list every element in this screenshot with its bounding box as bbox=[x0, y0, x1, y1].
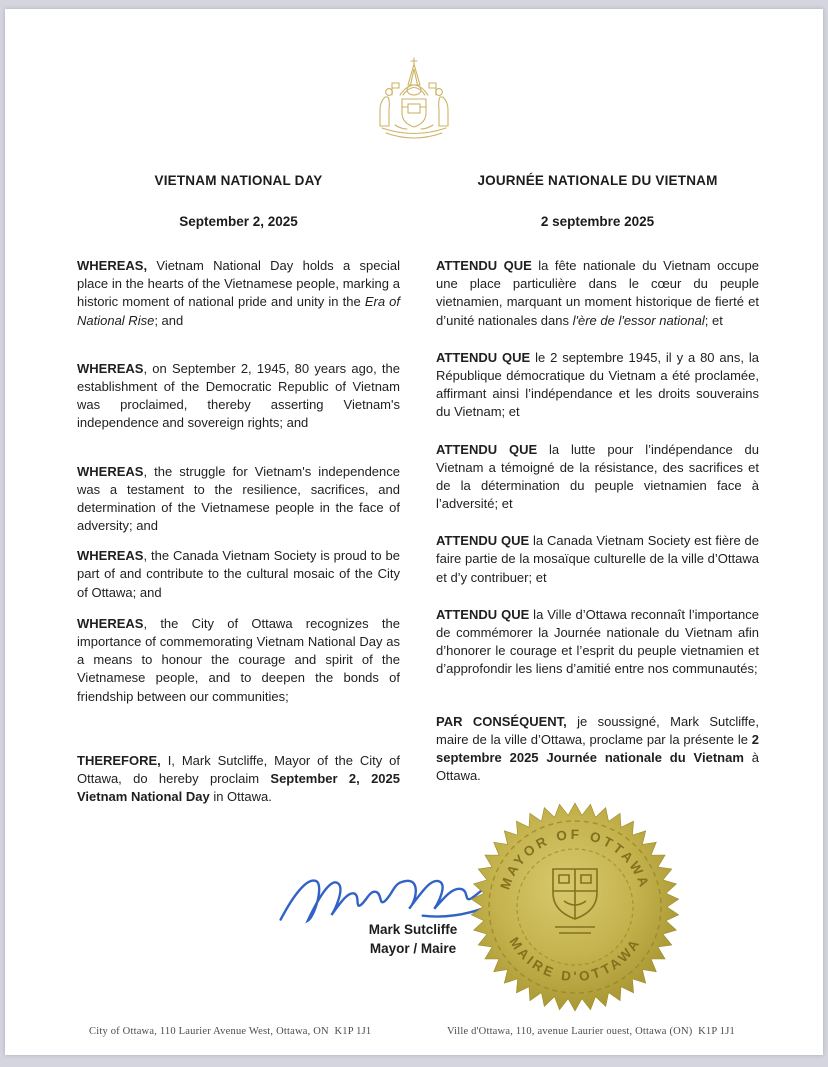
text-segment: la fête nationale du Vietnam occupe une place particulière dans le cœur du peuple vietnamien, marquant un moment historique de fierté et d’unité nationales dans bbox=[436, 258, 759, 328]
proclamation-paragraph bbox=[436, 713, 759, 786]
text-segment: WHEREAS, bbox=[77, 258, 148, 273]
title-english: VIETNAM NATIONAL DAY bbox=[154, 173, 323, 188]
proclamation-paragraph bbox=[77, 752, 400, 807]
text-segment: ; et bbox=[704, 312, 723, 328]
text-segment: , the Canada Vietnam Society is proud to be part of and contribute to the cultural mosaic of the City of Ottawa; and bbox=[77, 548, 400, 600]
signatory-name: Mark Sutcliffe bbox=[368, 922, 458, 937]
proclamation-paragraph bbox=[77, 257, 400, 330]
english-column bbox=[77, 167, 400, 836]
text-segment: WHEREAS bbox=[77, 360, 144, 376]
text-segment: I, Mark Sutcliffe, Mayor of the City of Ottawa, do hereby proclaim bbox=[77, 752, 400, 786]
footer bbox=[5, 1026, 823, 1037]
proclamation-document bbox=[5, 9, 823, 1055]
proclamation-paragraph bbox=[77, 463, 400, 536]
proclamation-paragraph bbox=[436, 257, 759, 330]
text-segment: , the struggle for Vietnam's independence was a testament to the resilience, sacrifices, and determination of the Vietnamese people in the face of adversity; and bbox=[77, 463, 400, 534]
text-segment: PAR CONSÉQUENT, bbox=[436, 713, 567, 729]
proclamation-paragraph bbox=[436, 606, 759, 679]
text-segment: ATTENDU QUE bbox=[436, 258, 532, 273]
text-segment: WHEREAS bbox=[77, 463, 144, 479]
text-segment: ATTENDU QUE bbox=[436, 349, 531, 365]
text-segment: , on September 2, 1945, 80 years ago, the establishment of the Democratic Republic of Vietnam was proclaimed, thereby asserting Vietnam's independence and sovereign rights; and bbox=[77, 360, 400, 431]
title-french: JOURNÉE NATIONALE DU VIETNAM bbox=[477, 173, 718, 188]
text-segment: la lutte pour l’indépendance du Vietnam a témoigné de la résistance, des sacrifices et de la détermination du peuple vietnamien face à l’adversité; et bbox=[436, 441, 759, 512]
text-segment: je soussigné, Mark Sutcliffe, maire de la ville d’Ottawa, proclame par la présente le bbox=[436, 713, 759, 747]
seal-graphic bbox=[467, 799, 683, 1015]
text-segment: ; and bbox=[154, 312, 184, 328]
text-segment: la Ville d’Ottawa reconnaît l’importance de commémorer la Journée nationale du Vietnam afin d’honorer le courage et l’esprit du peuple vietnamien et d’approfondir les liens d’amitié entre nos communautés; bbox=[436, 606, 759, 677]
footer-address-french: Ville d'Ottawa, 110, avenue Laurier ouest, Ottawa (ON) K1P 1J1 bbox=[446, 1026, 735, 1037]
text-segment: Vietnam National Day holds a special place in the hearts of the Vietnamese people, marking a historic moment of national pride and unity in the bbox=[77, 258, 400, 310]
city-of-ottawa-crest-icon bbox=[5, 55, 823, 147]
text-segment: WHEREAS bbox=[77, 615, 144, 631]
french-paragraphs bbox=[436, 257, 759, 785]
proclamation-paragraph bbox=[436, 349, 759, 422]
proclamation-columns bbox=[5, 167, 823, 836]
seal-top-text: MAYOR OF OTTAWA bbox=[497, 826, 653, 892]
date-english: September 2, 2025 bbox=[179, 214, 298, 229]
seal-bottom-text: MAIRE D'OTTAWA bbox=[506, 934, 644, 985]
text-segment: le 2 septembre 1945, il y a 80 ans, la République démocratique du Vietnam a été proclamée, affirmant ainsi l’indépendance et les droits souverains du Vietnam; et bbox=[436, 349, 759, 420]
text-segment: WHEREAS bbox=[77, 548, 144, 564]
text-segment: la Canada Vietnam Society est fière de faire partie de la mosaïque culturelle de la ville d’Ottawa et d’y contribuer; et bbox=[436, 533, 759, 585]
signatory-title: Mayor / Maire bbox=[369, 941, 457, 956]
text-segment: THEREFORE, bbox=[77, 752, 161, 768]
crest-graphic bbox=[362, 55, 466, 147]
proclamation-paragraph bbox=[77, 615, 400, 706]
proclamation-paragraph bbox=[436, 441, 759, 514]
text-segment: l'ère de l'essor national bbox=[572, 312, 705, 328]
text-segment: ATTENDU QUE bbox=[436, 606, 530, 622]
text-segment: September 2, 2025 Vietnam National Day bbox=[77, 770, 400, 805]
english-paragraphs bbox=[77, 257, 400, 806]
proclamation-paragraph bbox=[77, 547, 400, 602]
french-column bbox=[436, 167, 759, 836]
text-segment: ATTENDU QUE bbox=[436, 533, 530, 549]
mayor-seal bbox=[467, 799, 683, 1015]
text-segment: ATTENDU QUE bbox=[436, 441, 538, 457]
text-segment: in Ottawa. bbox=[209, 789, 272, 805]
date-french: 2 septembre 2025 bbox=[540, 214, 655, 229]
proclamation-paragraph bbox=[436, 532, 759, 587]
text-segment: 2 septembre 2025 Journée nationale du Vietnam bbox=[436, 731, 759, 765]
text-segment: Era of National Rise bbox=[77, 294, 400, 328]
proclamation-paragraph bbox=[77, 360, 400, 433]
text-segment: , the City of Ottawa recognizes the importance of commemorating Vietnam National Day as a means to honour the courage and spirit of the Vietnamese people, and to deepen the bonds of friendship between our communities; bbox=[77, 615, 400, 704]
text-segment: à Ottawa. bbox=[436, 749, 759, 784]
footer-address-english: City of Ottawa, 110 Laurier Avenue West, Ottawa, ON K1P 1J1 bbox=[89, 1026, 372, 1037]
